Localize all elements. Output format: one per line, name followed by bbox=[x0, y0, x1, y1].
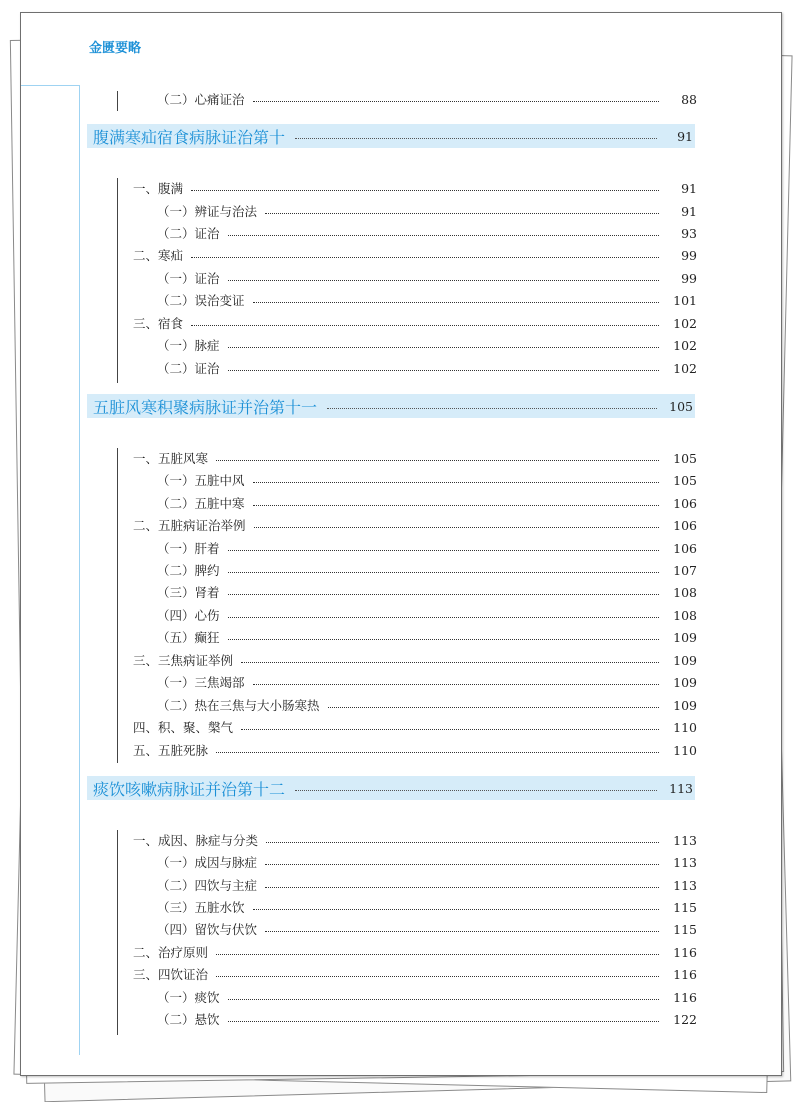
toc-entry-label: （二）心痛证治 bbox=[157, 92, 245, 107]
toc-entry-label: （一）肝着 bbox=[157, 541, 220, 556]
toc-entry-label: 三、四饮证治 bbox=[133, 967, 209, 982]
toc-page-number: 110 bbox=[673, 719, 697, 735]
toc-entry-label: （三）五脏水饮 bbox=[157, 900, 245, 915]
leader-dots bbox=[253, 505, 659, 506]
toc-page-number: 102 bbox=[673, 315, 697, 331]
toc-page-number: 109 bbox=[673, 629, 697, 645]
toc-section-item[interactable] bbox=[133, 740, 697, 760]
leader-dots bbox=[216, 460, 659, 461]
block-margin-line bbox=[117, 178, 118, 383]
toc-entry-label: （二）四饮与主症 bbox=[157, 878, 258, 893]
leader-dots bbox=[216, 976, 659, 977]
leader-dots bbox=[216, 752, 659, 753]
toc-entry-label: 二、寒疝 bbox=[133, 248, 184, 263]
toc-entry-label: 五脏风寒积聚病脉证并治第十一 bbox=[93, 397, 318, 417]
toc-page bbox=[20, 12, 782, 1076]
leader-dots bbox=[265, 213, 659, 214]
leader-dots bbox=[191, 257, 659, 258]
toc-page-number: 113 bbox=[669, 780, 693, 796]
toc-page-number: 122 bbox=[673, 1011, 697, 1027]
leader-dots bbox=[228, 370, 659, 371]
toc-subsection-item[interactable] bbox=[157, 223, 697, 243]
toc-subsection-item[interactable] bbox=[157, 358, 697, 378]
toc-subsection-item[interactable] bbox=[157, 897, 697, 917]
leader-dots bbox=[191, 325, 659, 326]
toc-entry-label: 腹满寒疝宿食病脉证治第十 bbox=[93, 127, 286, 147]
toc-page-number: 99 bbox=[681, 270, 697, 286]
toc-entry-label: 一、成因、脉症与分类 bbox=[133, 833, 259, 848]
leader-dots bbox=[295, 138, 657, 139]
toc-subsection-item[interactable] bbox=[157, 605, 697, 625]
toc-section-item[interactable] bbox=[133, 650, 697, 670]
toc-page-number: 116 bbox=[673, 989, 697, 1005]
leader-dots bbox=[216, 954, 659, 955]
toc-section-item[interactable] bbox=[133, 313, 697, 333]
toc-subsection-item[interactable] bbox=[157, 560, 697, 580]
toc-page-number: 109 bbox=[673, 674, 697, 690]
toc-entry-label: （二）误治变证 bbox=[157, 293, 245, 308]
toc-section-item[interactable] bbox=[133, 942, 697, 962]
toc-entry-label: （二）证治 bbox=[157, 226, 220, 241]
leader-dots bbox=[228, 347, 659, 348]
toc-subsection-item[interactable] bbox=[157, 919, 697, 939]
toc-entry-label: 二、治疗原则 bbox=[133, 945, 209, 960]
chapter-heading[interactable] bbox=[87, 776, 695, 800]
toc-section-item[interactable] bbox=[133, 964, 697, 984]
toc-page-number: 91 bbox=[681, 180, 697, 196]
toc-entry-label: （二）脾约 bbox=[157, 563, 220, 578]
leader-dots bbox=[228, 572, 659, 573]
leader-dots bbox=[295, 790, 657, 791]
toc-entry-label: 四、积、聚、槃气 bbox=[133, 720, 234, 735]
toc-page-number: 115 bbox=[673, 921, 697, 937]
toc-page-number: 105 bbox=[673, 450, 697, 466]
toc-entry-label: （四）留饮与伏饮 bbox=[157, 922, 258, 937]
toc-entry-label: （一）证治 bbox=[157, 271, 220, 286]
toc-subsection-item[interactable] bbox=[157, 695, 697, 715]
toc-entry-label: （一）五脏中风 bbox=[157, 473, 245, 488]
toc-page-number: 113 bbox=[673, 854, 697, 870]
leader-dots bbox=[328, 707, 659, 708]
toc-section-item[interactable] bbox=[133, 448, 697, 468]
toc-entry-label: 一、五脏风寒 bbox=[133, 451, 209, 466]
leader-dots bbox=[228, 1021, 659, 1022]
toc-subsection-item[interactable] bbox=[157, 672, 697, 692]
frame-line bbox=[79, 95, 80, 1055]
leader-dots bbox=[228, 617, 659, 618]
toc-subsection-item[interactable] bbox=[157, 201, 697, 221]
leader-dots bbox=[265, 887, 659, 888]
toc-section-item[interactable] bbox=[133, 245, 697, 265]
toc-page-number: 106 bbox=[673, 495, 697, 511]
toc-entry-label: （一）成因与脉症 bbox=[157, 855, 258, 870]
frame-line bbox=[21, 85, 73, 86]
leader-dots bbox=[265, 864, 659, 865]
toc-subsection-item[interactable] bbox=[157, 627, 697, 647]
leader-dots bbox=[241, 662, 659, 663]
toc-page-number: 106 bbox=[673, 517, 697, 533]
toc-entry-label: 五、五脏死脉 bbox=[133, 743, 209, 758]
toc-subsection-item[interactable] bbox=[157, 89, 697, 109]
toc-page-number: 108 bbox=[673, 584, 697, 600]
toc-entry-label: 三、三焦病证举例 bbox=[133, 653, 234, 668]
toc-entry-label: （三）肾着 bbox=[157, 585, 220, 600]
leader-dots bbox=[266, 842, 659, 843]
toc-page-number: 108 bbox=[673, 607, 697, 623]
toc-entry-label: （一）辨证与治法 bbox=[157, 204, 258, 219]
toc-subsection-item[interactable] bbox=[157, 852, 697, 872]
toc-entry-label: 痰饮咳嗽病脉证并治第十二 bbox=[93, 779, 286, 799]
toc-subsection-item[interactable] bbox=[157, 1009, 697, 1029]
toc-entry-label: （一）痰饮 bbox=[157, 990, 220, 1005]
toc-subsection-item[interactable] bbox=[157, 493, 697, 513]
toc-page-number: 99 bbox=[681, 247, 697, 263]
leader-dots bbox=[253, 684, 659, 685]
toc-entry-label: （一）三焦竭部 bbox=[157, 675, 245, 690]
leader-dots bbox=[228, 280, 659, 281]
toc-entry-label: （五）癫狂 bbox=[157, 630, 220, 645]
toc-page-number: 101 bbox=[673, 292, 697, 308]
leader-dots bbox=[327, 408, 657, 409]
leader-dots bbox=[191, 190, 659, 191]
block-margin-line bbox=[117, 448, 118, 763]
toc-page-number: 91 bbox=[681, 203, 697, 219]
toc-section-item[interactable] bbox=[133, 178, 697, 198]
toc-subsection-item[interactable] bbox=[157, 470, 697, 490]
book-title: 金匮要略 bbox=[89, 41, 142, 56]
leader-dots bbox=[228, 999, 659, 1000]
toc-entry-label: 一、腹满 bbox=[133, 181, 184, 196]
leader-dots bbox=[253, 302, 659, 303]
toc-page-number: 116 bbox=[673, 966, 697, 982]
toc-subsection-item[interactable] bbox=[157, 582, 697, 602]
toc-page-number: 109 bbox=[673, 652, 697, 668]
leader-dots bbox=[265, 931, 659, 932]
toc-subsection-item[interactable] bbox=[157, 538, 697, 558]
toc-page-number: 93 bbox=[681, 225, 697, 241]
toc-subsection-item[interactable] bbox=[157, 335, 697, 355]
leader-dots bbox=[228, 235, 659, 236]
toc-page-number: 105 bbox=[673, 472, 697, 488]
toc-entry-label: 二、五脏病证治举例 bbox=[133, 518, 246, 533]
toc-page-number: 91 bbox=[677, 128, 693, 144]
toc-page-number: 113 bbox=[673, 877, 697, 893]
toc-subsection-item[interactable] bbox=[157, 987, 697, 1007]
toc-page-number: 102 bbox=[673, 360, 697, 376]
chapter-heading[interactable] bbox=[87, 124, 695, 148]
leader-dots bbox=[228, 594, 659, 595]
toc-page-number: 88 bbox=[681, 91, 697, 107]
toc-page-number: 109 bbox=[673, 697, 697, 713]
toc-entry-label: （四）心伤 bbox=[157, 608, 220, 623]
toc-section-item[interactable] bbox=[133, 515, 697, 535]
leader-dots bbox=[253, 482, 659, 483]
toc-page-number: 107 bbox=[673, 562, 697, 578]
leader-dots bbox=[254, 527, 659, 528]
toc-entry-label: （一）脉症 bbox=[157, 338, 220, 353]
toc-entry-label: 三、宿食 bbox=[133, 316, 184, 331]
chapter-heading[interactable] bbox=[87, 394, 695, 418]
block-margin-line bbox=[117, 830, 118, 1035]
leader-dots bbox=[228, 550, 659, 551]
toc-page-number: 113 bbox=[673, 832, 697, 848]
toc-subsection-item[interactable] bbox=[157, 268, 697, 288]
toc-page-number: 110 bbox=[673, 742, 697, 758]
leader-dots bbox=[253, 909, 659, 910]
block-margin-line bbox=[117, 91, 118, 111]
toc-entry-label: （二）悬饮 bbox=[157, 1012, 220, 1027]
toc-entry-label: （二）证治 bbox=[157, 361, 220, 376]
toc-page-number: 106 bbox=[673, 540, 697, 556]
leader-dots bbox=[241, 729, 659, 730]
toc-entry-label: （二）热在三焦与大小肠寒热 bbox=[157, 698, 320, 713]
leader-dots bbox=[228, 639, 659, 640]
toc-section-item[interactable] bbox=[133, 830, 697, 850]
toc-page-number: 115 bbox=[673, 899, 697, 915]
toc-section-item[interactable] bbox=[133, 717, 697, 737]
toc-page-number: 116 bbox=[673, 944, 697, 960]
toc-subsection-item[interactable] bbox=[157, 875, 697, 895]
toc-entry-label: （二）五脏中寒 bbox=[157, 496, 245, 511]
toc-subsection-item[interactable] bbox=[157, 290, 697, 310]
leader-dots bbox=[253, 101, 659, 102]
toc-page-number: 105 bbox=[669, 398, 693, 414]
toc-page-number: 102 bbox=[673, 337, 697, 353]
